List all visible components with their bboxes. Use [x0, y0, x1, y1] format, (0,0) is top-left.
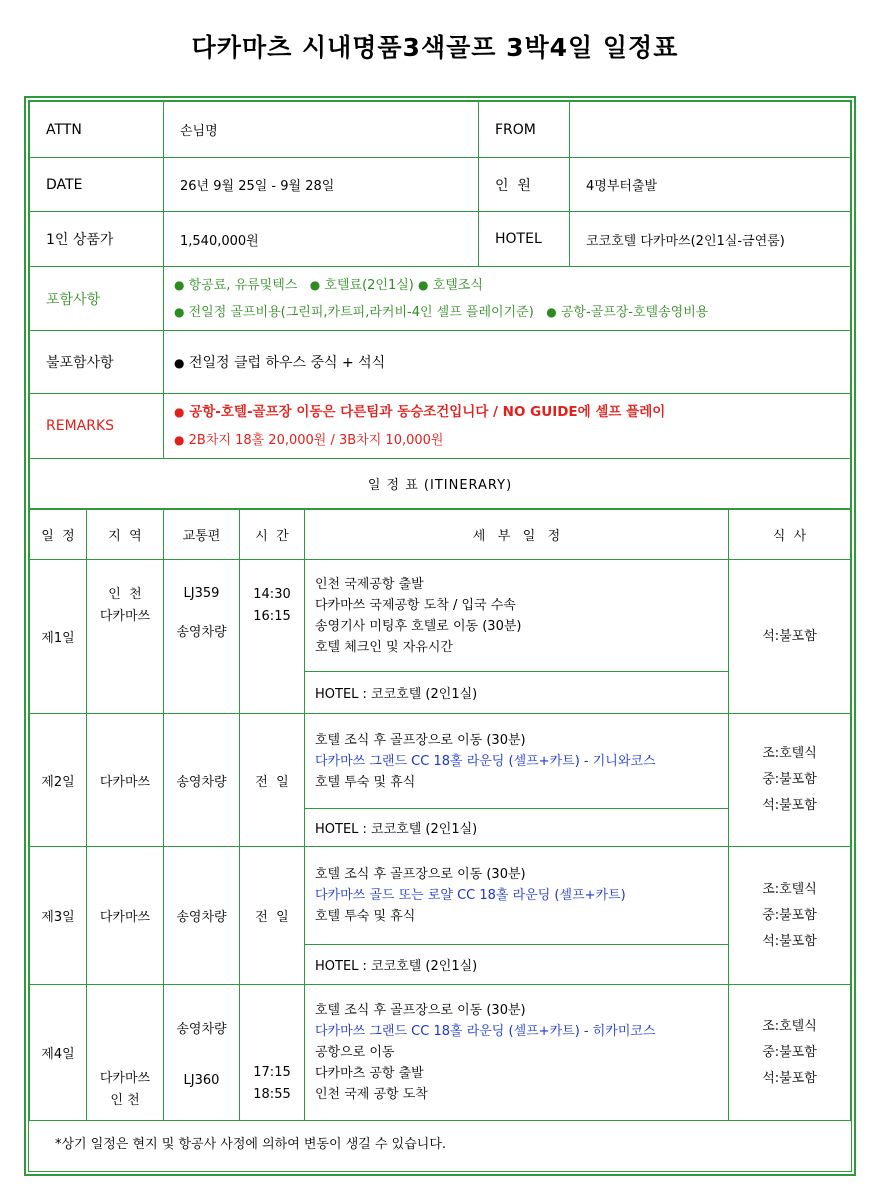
included-label: 포함사항 [30, 267, 164, 331]
detail-cell [305, 714, 729, 809]
day-cell: 제1일 [30, 560, 87, 714]
detail-cell [305, 847, 729, 945]
bullet-icon: ● [174, 356, 185, 370]
included-item: 공항-골프장-호텔송영비용 [560, 304, 709, 320]
header-time: 시 간 [240, 510, 305, 560]
people-label: 인 원 [479, 158, 570, 212]
date-label: DATE [30, 158, 164, 212]
itinerary-title: 일 정 표 (ITINERARY) [30, 459, 851, 509]
schedule-table [29, 509, 851, 1121]
region-cell [87, 560, 164, 714]
time-cell [240, 985, 305, 1121]
golf-detail-line: 다카마쓰 그랜드 CC 18홀 라운딩 (셀프+카트) - 기니와코스 [315, 753, 656, 769]
meal-line: 조:호텔식 [762, 881, 817, 897]
detail-line: 송영기사 미팅후 호텔로 이동 (30분) [315, 618, 522, 634]
header-details: 세 부 일 정 [305, 510, 729, 560]
people-value: 4명부터출발 [570, 158, 851, 212]
price-label: 1인 상품가 [30, 212, 164, 267]
price-value: 1,540,000원 [164, 212, 479, 267]
meal-cell [729, 714, 851, 847]
meal-line: 석:불포함 [762, 798, 817, 813]
included-line-2 [174, 299, 850, 326]
meal-line: 석:불포함 [762, 628, 817, 644]
header-region: 지 역 [87, 510, 164, 560]
detail-line: 인천 국제 공항 도착 [315, 1087, 428, 1102]
detail-line: 호텔 투숙 및 휴식 [315, 909, 416, 924]
remarks-line-2 [174, 426, 850, 455]
included-item: 전일정 골프비용(그린피,카트피,라커비-4인 셀프 플레이기준) [188, 304, 534, 320]
meal-cell [729, 847, 851, 985]
header-meals: 식 사 [729, 510, 851, 560]
bullet-icon: ● [418, 277, 429, 292]
meal-line: 석:불포함 [762, 1070, 817, 1086]
meal-line: 조:호텔식 [762, 1018, 817, 1034]
day-cell: 제2일 [30, 714, 87, 847]
meal-line: 중:불포함 [762, 772, 817, 787]
region-line: 다카마쓰 [99, 1071, 151, 1086]
bullet-icon: ● [174, 404, 185, 419]
included-item: 호텔조식 [432, 277, 483, 293]
detail-line: 공항으로 이동 [315, 1045, 395, 1060]
detail-line: 호텔 체크인 및 자유시간 [315, 639, 453, 655]
hotel-value: 코코호텔 다카마쓰(2인1실-금연룸) [570, 212, 851, 267]
meal-line: 석:불포함 [762, 933, 817, 949]
included-item: 항공료, 유류및텍스 [188, 277, 298, 293]
golf-detail-line: 다카마쓰 그랜드 CC 18홀 라운딩 (셀프+카트) - 히카미코스 [315, 1024, 656, 1039]
time-cell [240, 560, 305, 714]
detail-line: 호텔 조식 후 골프장으로 이동 (30분) [315, 732, 526, 748]
golf-detail-line: 다카마쓰 골드 또는 로얄 CC 18홀 라운딩 (셀프+카트) [315, 888, 626, 903]
time-line: 18:55 [253, 1087, 291, 1102]
detail-line: 호텔 조식 후 골프장으로 이동 (30분) [315, 1003, 526, 1018]
bullet-icon: ● [546, 304, 557, 319]
detail-line: 다카마쓰 국제공항 도착 / 입국 수속 [315, 597, 516, 613]
bullet-icon: ● [309, 277, 321, 292]
hotel-cell: HOTEL : 코코호텔 (2인1실) [305, 672, 729, 714]
time-cell: 전 일 [240, 714, 305, 847]
from-label: FROM [479, 102, 570, 158]
bullet-icon: ● [174, 304, 185, 319]
hotel-label: HOTEL [479, 212, 570, 267]
remarks-line-1 [174, 398, 850, 426]
region-cell: 다카마쓰 [87, 847, 164, 985]
meal-cell [729, 985, 851, 1121]
excluded-label: 불포함사항 [30, 331, 164, 394]
header-transport: 교통편 [164, 510, 240, 560]
transport-cell [164, 985, 240, 1121]
meal-cell [729, 560, 851, 714]
detail-cell [305, 560, 729, 672]
region-line: 인 천 [108, 587, 142, 602]
page-title: 다카마츠 시내명품3색골프 3박4일 일정표 [191, 33, 679, 62]
day-cell: 제4일 [30, 985, 87, 1121]
itinerary-frame [24, 96, 856, 1176]
hotel-cell: HOTEL : 코코호텔 (2인1실) [305, 809, 729, 847]
transport-line: 송영차량 [176, 625, 227, 640]
attn-label: ATTN [30, 102, 164, 158]
transport-cell: 송영차량 [164, 714, 240, 847]
time-cell: 전 일 [240, 847, 305, 985]
time-line: 14:30 [253, 587, 291, 602]
transport-cell: 송영차량 [164, 847, 240, 985]
remarks-label: REMARKS [30, 394, 164, 459]
region-cell [87, 985, 164, 1121]
detail-line: 다카마츠 공항 출발 [315, 1066, 424, 1081]
day-cell: 제3일 [30, 847, 87, 985]
transport-line: 송영차량 [176, 1021, 227, 1037]
bullet-icon: ● [174, 432, 185, 447]
region-line: 다카마쓰 [99, 609, 151, 624]
hotel-cell: HOTEL : 코코호텔 (2인1실) [305, 945, 729, 985]
detail-line: 호텔 투숙 및 휴식 [315, 774, 416, 790]
remarks-item: 2B차지 18홀 20,000원 / 3B차지 10,000원 [188, 432, 444, 448]
detail-line: 인천 국제공항 출발 [315, 576, 424, 592]
meal-line: 조:호텔식 [762, 746, 817, 761]
time-line: 17:15 [253, 1065, 291, 1080]
detail-line: 호텔 조식 후 골프장으로 이동 (30분) [315, 867, 526, 882]
region-cell: 다카마쓰 [87, 714, 164, 847]
from-value [570, 102, 851, 158]
meal-line: 중:불포함 [762, 1044, 817, 1060]
remarks-item: 공항-호텔-골프장 이동은 다른팀과 동승조건입니다 / NO GUIDE에 셀프 플레이 [189, 403, 666, 420]
attn-value: 손님명 [164, 102, 479, 158]
included-item: 호텔료(2인1실) [324, 277, 414, 293]
transport-line: LJ359 [183, 586, 220, 601]
bullet-icon: ● [174, 277, 185, 292]
included-line-1 [174, 272, 850, 299]
meal-line: 중:불포함 [762, 907, 817, 923]
region-line: 인 천 [110, 1093, 140, 1108]
time-line: 16:15 [253, 609, 291, 624]
info-table [29, 101, 851, 509]
excluded-item: 전일정 클럽 하우스 중식 + 석식 [188, 355, 386, 371]
transport-line: LJ360 [183, 1072, 220, 1088]
detail-cell [305, 985, 729, 1121]
date-value: 26년 9월 25일 - 9월 28일 [164, 158, 479, 212]
header-day: 일 정 [30, 510, 87, 560]
footnote: *상기 일정은 현지 및 항공사 사정에 의하여 변동이 생길 수 있습니다. [55, 1137, 447, 1152]
transport-cell [164, 560, 240, 714]
